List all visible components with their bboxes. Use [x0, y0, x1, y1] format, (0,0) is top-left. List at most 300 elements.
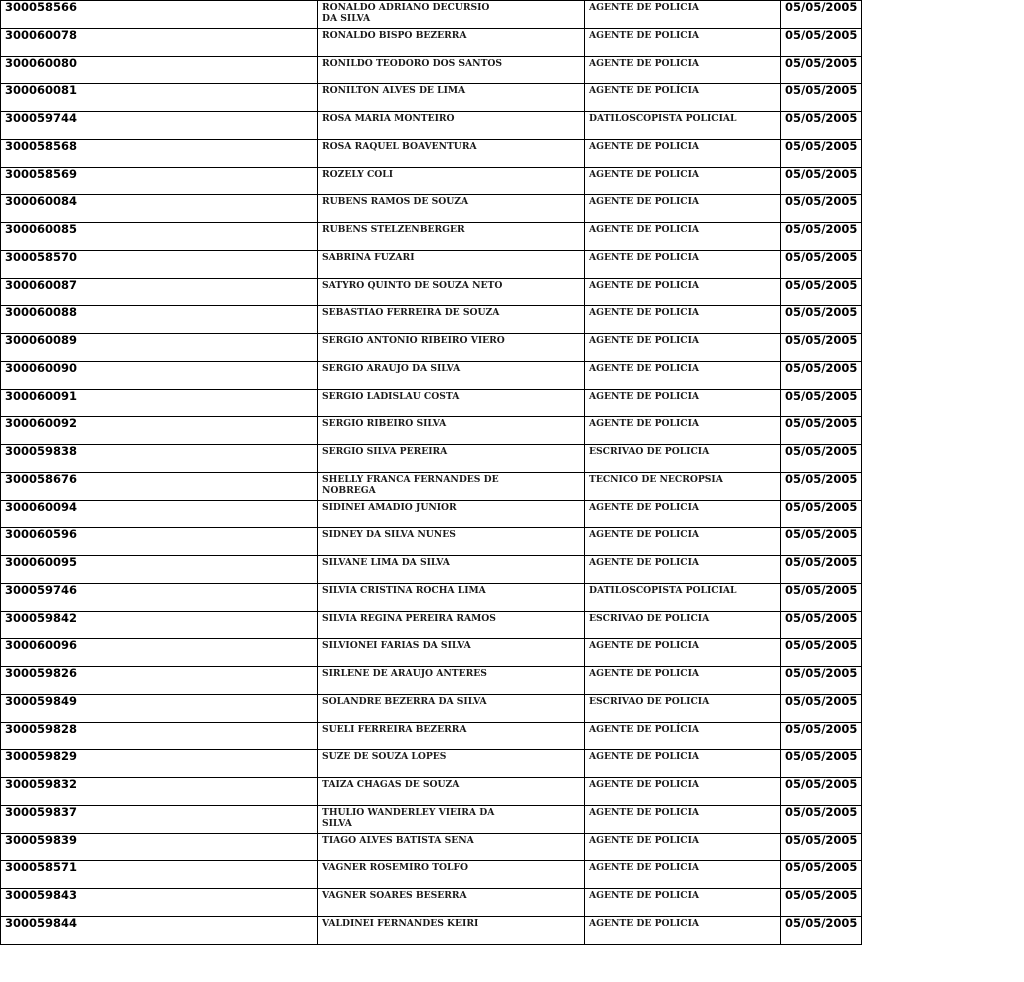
job-title-cell	[585, 583, 781, 611]
date-cell-text: 05/05/2005	[785, 555, 858, 569]
registration-number-cell-text: 300059843	[5, 888, 78, 902]
registration-number-cell	[1, 805, 318, 833]
date-cell-text: 05/05/2005	[785, 305, 858, 320]
employee-name-cell-text: ROSA RAQUEL BOAVENTURA	[322, 140, 477, 152]
job-title-cell-text: AGENTE DE POLICIA	[589, 140, 699, 152]
job-title-cell-text: AGENTE DE POLICIA	[589, 779, 699, 790]
date-cell	[781, 417, 862, 445]
registration-number-cell-text: 300059746	[5, 583, 78, 597]
registration-number-cell	[1, 889, 318, 917]
employee-name-cell-text: TIAGO ALVES BATISTA SENA	[322, 834, 474, 846]
registration-number-cell-text: 300059839	[5, 833, 78, 847]
table-row	[1, 805, 862, 833]
date-cell	[781, 611, 862, 639]
registration-number-cell	[1, 639, 318, 667]
date-cell	[781, 916, 862, 944]
table-row	[1, 833, 862, 861]
table-row	[1, 278, 862, 306]
date-cell	[781, 56, 862, 84]
registration-number-cell	[1, 306, 318, 334]
registration-number-cell-text: 300060087	[5, 278, 78, 292]
employee-name-cell	[318, 445, 585, 473]
date-cell	[781, 445, 862, 473]
employee-name-cell-text: SATYRO QUINTO DE SOUZA NETO	[322, 279, 503, 291]
job-title-cell	[585, 805, 781, 833]
table-row	[1, 611, 862, 639]
job-title-cell-text: ESCRIVAO DE POLICIA	[589, 612, 710, 624]
registration-number-cell	[1, 750, 318, 778]
employee-name-cell	[318, 861, 585, 889]
table-row	[1, 334, 862, 362]
registration-number-cell	[1, 417, 318, 445]
employee-name-cell-text: SUELI FERREIRA BEZERRA	[322, 723, 467, 735]
employee-name-cell	[318, 833, 585, 861]
job-title-cell-text: ESCRIVAO DE POLICIA	[589, 695, 710, 707]
employee-name-cell	[318, 639, 585, 667]
date-cell-text: 05/05/2005	[785, 56, 858, 70]
table-row	[1, 528, 862, 556]
job-title-cell	[585, 472, 781, 500]
job-title-cell-text: DATILOSCOPISTA POLICIAL	[589, 113, 737, 124]
registration-number-cell-text: 300060091	[5, 389, 78, 403]
job-title-cell	[585, 861, 781, 889]
registration-number-cell-text: 300060084	[5, 194, 78, 209]
employee-name-cell	[318, 916, 585, 944]
job-title-cell	[585, 445, 781, 473]
date-cell	[781, 861, 862, 889]
employee-name-cell-text: RUBENS RAMOS DE SOUZA	[322, 196, 469, 208]
job-title-cell-text: AGENTE DE POLICIA	[589, 196, 699, 208]
job-title-cell	[585, 361, 781, 389]
registration-number-cell	[1, 1, 318, 29]
table-row	[1, 778, 862, 806]
table-row	[1, 500, 862, 528]
employee-name-cell	[318, 778, 585, 806]
employee-name-cell-text: SERGIO SILVA PEREIRA	[322, 446, 448, 457]
date-cell-text: 05/05/2005	[785, 194, 858, 209]
table-row	[1, 1, 862, 29]
employee-name-cell	[318, 805, 585, 833]
job-title-cell-text: DATILOSCOPISTA POLICIAL	[589, 584, 737, 596]
job-title-cell	[585, 694, 781, 722]
table-row	[1, 223, 862, 251]
employee-name-cell-text: SILVANE LIMA DA SILVA	[322, 557, 450, 568]
job-title-cell	[585, 389, 781, 417]
registration-number-cell-text: 300060090	[5, 361, 78, 375]
date-cell-text: 05/05/2005	[785, 250, 858, 264]
employee-name-cell-text: TAIZA CHAGAS DE SOUZA	[322, 779, 460, 790]
date-cell	[781, 556, 862, 584]
date-cell	[781, 84, 862, 112]
table-row	[1, 250, 862, 278]
employee-name-cell	[318, 583, 585, 611]
table-row	[1, 195, 862, 223]
date-cell	[781, 167, 862, 195]
date-cell-text: 05/05/2005	[785, 167, 858, 181]
job-title-cell	[585, 916, 781, 944]
job-title-cell	[585, 500, 781, 528]
registration-number-cell-text: 300060089	[5, 333, 78, 347]
registration-number-cell	[1, 500, 318, 528]
date-cell-text: 05/05/2005	[785, 0, 858, 14]
job-title-cell	[585, 112, 781, 140]
employee-name-cell	[318, 361, 585, 389]
registration-number-cell-text: 300059828	[5, 722, 78, 736]
table-row	[1, 639, 862, 667]
date-cell	[781, 750, 862, 778]
date-cell-text: 05/05/2005	[785, 361, 858, 375]
table-row	[1, 445, 862, 473]
table-row	[1, 56, 862, 84]
employee-name-cell	[318, 750, 585, 778]
registration-number-cell	[1, 916, 318, 944]
job-title-cell	[585, 250, 781, 278]
employee-name-cell-text: RONILDO TEODORO DOS SANTOS	[322, 57, 503, 69]
registration-number-cell	[1, 778, 318, 806]
date-cell	[781, 833, 862, 861]
table-row	[1, 389, 862, 417]
job-title-cell	[585, 334, 781, 362]
registration-number-cell-text: 300058568	[5, 139, 78, 153]
date-cell-text: 05/05/2005	[785, 749, 858, 764]
registration-number-cell-text: 300059829	[5, 749, 78, 764]
employee-name-cell	[318, 694, 585, 722]
date-cell-text: 05/05/2005	[785, 722, 858, 736]
employee-name-cell-text: THULIO WANDERLEY VIEIRA DA SILVA	[322, 806, 495, 829]
employee-name-cell-text: SUZE DE SOUZA LOPES	[322, 751, 447, 763]
table-row	[1, 139, 862, 167]
job-title-cell	[585, 84, 781, 112]
table-row	[1, 667, 862, 695]
date-cell-text: 05/05/2005	[785, 611, 858, 625]
job-title-cell-text: AGENTE DE POLICIA	[589, 668, 699, 679]
table-row	[1, 167, 862, 195]
job-title-cell-text: AGENTE DE POLICIA	[589, 335, 699, 346]
registration-number-cell	[1, 445, 318, 473]
job-title-cell-text: AGENTE DE POLICIA	[589, 557, 699, 568]
job-title-cell	[585, 417, 781, 445]
employee-name-cell-text: SIRLENE DE ARAUJO ANTERES	[322, 668, 487, 679]
registration-number-cell	[1, 139, 318, 167]
job-title-cell	[585, 611, 781, 639]
registration-number-cell	[1, 334, 318, 362]
registration-number-cell-text: 300059842	[5, 611, 78, 625]
job-title-cell-text: AGENTE DE POLICIA	[589, 751, 699, 763]
registration-number-cell	[1, 583, 318, 611]
date-cell-text: 05/05/2005	[785, 583, 858, 597]
employee-name-cell-text: VAGNER SOARES BESERRA	[322, 890, 467, 901]
date-cell	[781, 639, 862, 667]
job-title-cell-text: TECNICO DE NECROPSIA	[589, 473, 723, 485]
job-title-cell	[585, 167, 781, 195]
registration-number-cell	[1, 195, 318, 223]
date-cell-text: 05/05/2005	[785, 222, 858, 236]
job-title-cell-text: AGENTE DE POLICIA	[589, 307, 699, 319]
date-cell-text: 05/05/2005	[785, 416, 858, 431]
job-title-cell	[585, 278, 781, 306]
registration-number-cell-text: 300059849	[5, 694, 78, 708]
registration-number-cell-text: 300060092	[5, 416, 78, 431]
employee-name-cell	[318, 417, 585, 445]
registration-number-cell-text: 300060096	[5, 638, 78, 653]
registration-number-cell-text: 300060094	[5, 500, 78, 514]
date-cell-text: 05/05/2005	[785, 83, 858, 98]
employee-name-cell-text: SEBASTIAO FERREIRA DE SOUZA	[322, 307, 500, 319]
job-title-cell	[585, 889, 781, 917]
job-title-cell-text: AGENTE DE POLICIA	[589, 890, 699, 901]
table-row	[1, 889, 862, 917]
job-title-cell-text: AGENTE DE POLICIA	[589, 168, 699, 180]
date-cell	[781, 500, 862, 528]
table-row	[1, 556, 862, 584]
date-cell-text: 05/05/2005	[785, 28, 858, 42]
employee-name-cell-text: SILVIA REGINA PEREIRA RAMOS	[322, 612, 496, 624]
job-title-cell-text: AGENTE DE POLICIA	[589, 418, 699, 430]
employee-name-cell-text: SOLANDRE BEZERRA DA SILVA	[322, 695, 487, 707]
date-cell-text: 05/05/2005	[785, 333, 858, 347]
employee-name-cell-text: SERGIO ANTONIO RIBEIRO VIERO	[322, 335, 505, 346]
registration-number-cell-text: 300059837	[5, 805, 78, 819]
job-title-cell-text: AGENTE DE POLICIA	[589, 834, 699, 846]
job-title-cell	[585, 778, 781, 806]
registration-number-cell-text: 300060596	[5, 527, 78, 542]
job-title-cell	[585, 833, 781, 861]
employee-name-cell	[318, 84, 585, 112]
table-row	[1, 472, 862, 500]
job-title-cell	[585, 56, 781, 84]
employee-name-cell	[318, 278, 585, 306]
employee-name-cell	[318, 223, 585, 251]
date-cell	[781, 1, 862, 29]
job-title-cell-text: AGENTE DE POLICIA	[589, 279, 699, 291]
registration-number-cell-text: 300059744	[5, 111, 78, 125]
registration-number-cell	[1, 112, 318, 140]
employee-name-cell	[318, 889, 585, 917]
employee-name-cell	[318, 722, 585, 750]
date-cell-text: 05/05/2005	[785, 111, 858, 125]
date-cell	[781, 278, 862, 306]
job-title-cell-text: AGENTE DE POLICIA	[589, 29, 699, 41]
date-cell-text: 05/05/2005	[785, 139, 858, 153]
registration-number-cell	[1, 472, 318, 500]
date-cell	[781, 389, 862, 417]
job-title-cell-text: ESCRIVAO DE POLICIA	[589, 446, 710, 457]
job-title-cell	[585, 750, 781, 778]
table-row	[1, 28, 862, 56]
table-row	[1, 750, 862, 778]
job-title-cell-text: AGENTE DE POLICIA	[589, 806, 699, 818]
registration-number-cell-text: 300058571	[5, 860, 78, 875]
registration-number-cell	[1, 167, 318, 195]
registration-number-cell-text: 300058676	[5, 472, 78, 486]
registration-number-cell-text: 300059838	[5, 444, 78, 458]
table-row	[1, 361, 862, 389]
employee-name-cell	[318, 195, 585, 223]
employee-name-cell-text: VALDINEI FERNANDES KEIRI	[322, 917, 479, 929]
date-cell-text: 05/05/2005	[785, 833, 858, 847]
job-title-cell-text: AGENTE DE POLICIA	[589, 862, 699, 874]
employee-name-cell-text: SIDINEI AMADIO JUNIOR	[322, 501, 457, 513]
registration-number-cell	[1, 667, 318, 695]
employee-name-cell-text: SHELLY FRANCA FERNANDES DE NOBREGA	[322, 473, 499, 496]
employee-name-cell-text: SERGIO ARAUJO DA SILVA	[322, 362, 461, 374]
job-title-cell	[585, 639, 781, 667]
date-cell	[781, 28, 862, 56]
registration-number-cell	[1, 278, 318, 306]
registration-number-cell-text: 300060078	[5, 28, 78, 42]
employee-name-cell	[318, 250, 585, 278]
date-cell	[781, 223, 862, 251]
job-title-cell-text: AGENTE DE POLICIA	[589, 640, 699, 652]
job-title-cell	[585, 556, 781, 584]
employee-name-cell-text: SILVIA CRISTINA ROCHA LIMA	[322, 584, 486, 596]
table-row	[1, 722, 862, 750]
registration-number-cell	[1, 250, 318, 278]
employee-name-cell	[318, 56, 585, 84]
date-cell-text: 05/05/2005	[785, 694, 858, 708]
registration-number-cell	[1, 694, 318, 722]
date-cell-text: 05/05/2005	[785, 666, 858, 680]
date-cell	[781, 334, 862, 362]
employee-name-cell-text: ROZELY COLI	[322, 168, 394, 180]
job-title-cell-text: AGENTE DE POLÍCIA	[589, 85, 699, 97]
employee-name-cell	[318, 500, 585, 528]
date-cell-text: 05/05/2005	[785, 472, 858, 486]
date-cell-text: 05/05/2005	[785, 888, 858, 902]
employee-name-cell	[318, 528, 585, 556]
date-cell	[781, 195, 862, 223]
date-cell-text: 05/05/2005	[785, 389, 858, 403]
registration-number-cell	[1, 722, 318, 750]
job-title-cell	[585, 667, 781, 695]
employee-name-cell	[318, 28, 585, 56]
registration-number-cell	[1, 56, 318, 84]
table-row	[1, 306, 862, 334]
registration-number-cell-text: 300058566	[5, 0, 78, 14]
employee-name-cell	[318, 611, 585, 639]
job-title-cell	[585, 306, 781, 334]
table-row	[1, 583, 862, 611]
registration-number-cell-text: 300059832	[5, 777, 78, 791]
employee-name-cell	[318, 389, 585, 417]
registration-number-cell	[1, 528, 318, 556]
registration-number-cell-text: 300058569	[5, 167, 78, 181]
registration-number-cell-text: 300059844	[5, 916, 78, 930]
registration-number-cell	[1, 84, 318, 112]
date-cell-text: 05/05/2005	[785, 500, 858, 514]
employee-name-cell	[318, 306, 585, 334]
employee-name-cell	[318, 139, 585, 167]
registration-number-cell	[1, 861, 318, 889]
employee-name-cell	[318, 334, 585, 362]
job-title-cell-text: AGENTE DE POLICIA	[589, 390, 699, 402]
job-title-cell	[585, 722, 781, 750]
employee-name-cell-text: RONALDO ADRIANO DECURSIO DA SILVA	[322, 2, 490, 24]
date-cell	[781, 583, 862, 611]
registration-number-cell	[1, 833, 318, 861]
date-cell	[781, 112, 862, 140]
job-title-cell-text: AGENTE DE POLICIA	[589, 2, 699, 13]
date-cell	[781, 472, 862, 500]
registration-number-cell-text: 300060095	[5, 555, 78, 569]
employee-name-cell-text: SILVIONEI FARIAS DA SILVA	[322, 640, 471, 652]
date-cell	[781, 778, 862, 806]
registration-number-cell-text: 300060085	[5, 222, 78, 236]
employee-name-cell-text: SERGIO RIBEIRO SILVA	[322, 418, 447, 430]
employee-name-cell-text: RONILTON ALVES DE LIMA	[322, 85, 466, 97]
job-title-cell-text: AGENTE DE POLICIA	[589, 57, 699, 69]
registration-number-cell-text: 300058570	[5, 250, 78, 264]
date-cell	[781, 805, 862, 833]
date-cell	[781, 139, 862, 167]
table-row	[1, 112, 862, 140]
date-cell	[781, 361, 862, 389]
registration-number-cell-text: 300060081	[5, 83, 78, 98]
employee-name-cell	[318, 1, 585, 29]
employee-name-cell	[318, 167, 585, 195]
registration-number-cell-text: 300059826	[5, 666, 78, 680]
employee-name-cell-text: SABRINA FUZARI	[322, 251, 415, 263]
job-title-cell	[585, 1, 781, 29]
date-cell	[781, 667, 862, 695]
registration-number-cell-text: 300060080	[5, 56, 78, 70]
job-title-cell	[585, 223, 781, 251]
table-row	[1, 417, 862, 445]
registration-number-cell-text: 300060088	[5, 305, 78, 320]
employee-name-cell	[318, 556, 585, 584]
job-title-cell	[585, 195, 781, 223]
job-title-cell	[585, 528, 781, 556]
employee-name-cell-text: SIDNEY DA SILVA NUNES	[322, 529, 456, 541]
employee-name-cell-text: VAGNER ROSEMIRO TOLFO	[322, 862, 469, 874]
date-cell-text: 05/05/2005	[785, 860, 858, 875]
date-cell-text: 05/05/2005	[785, 278, 858, 292]
registration-number-cell	[1, 389, 318, 417]
table-row	[1, 861, 862, 889]
date-cell	[781, 889, 862, 917]
job-title-cell	[585, 139, 781, 167]
job-title-cell-text: AGENTE DE POLICIA	[589, 224, 699, 235]
registration-number-cell	[1, 611, 318, 639]
table-row	[1, 84, 862, 112]
table-row	[1, 694, 862, 722]
job-title-cell-text: AGENTE DE POLÍCIA	[589, 723, 699, 735]
job-title-cell-text: AGENTE DE POLICIA	[589, 529, 699, 541]
table-row	[1, 916, 862, 944]
date-cell-text: 05/05/2005	[785, 638, 858, 653]
date-cell-text: 05/05/2005	[785, 777, 858, 791]
employee-name-cell-text: RONALDO BISPO BEZERRA	[322, 29, 467, 41]
date-cell	[781, 250, 862, 278]
date-cell-text: 05/05/2005	[785, 916, 858, 930]
date-cell-text: 05/05/2005	[785, 444, 858, 458]
employee-name-cell	[318, 667, 585, 695]
date-cell-text: 05/05/2005	[785, 527, 858, 542]
employee-name-cell-text: RUBENS STELZENBERGER	[322, 224, 465, 235]
employee-name-cell-text: SERGIO LADISLAU COSTA	[322, 390, 460, 402]
date-cell	[781, 306, 862, 334]
registration-number-cell	[1, 361, 318, 389]
employee-name-cell	[318, 472, 585, 500]
job-title-cell-text: AGENTE DE POLICIA	[589, 917, 699, 929]
job-title-cell-text: AGENTE DE POLICIA	[589, 501, 699, 513]
date-cell	[781, 694, 862, 722]
roster-table-body	[1, 1, 862, 945]
date-cell	[781, 528, 862, 556]
job-title-cell	[585, 28, 781, 56]
employee-name-cell	[318, 112, 585, 140]
date-cell	[781, 722, 862, 750]
